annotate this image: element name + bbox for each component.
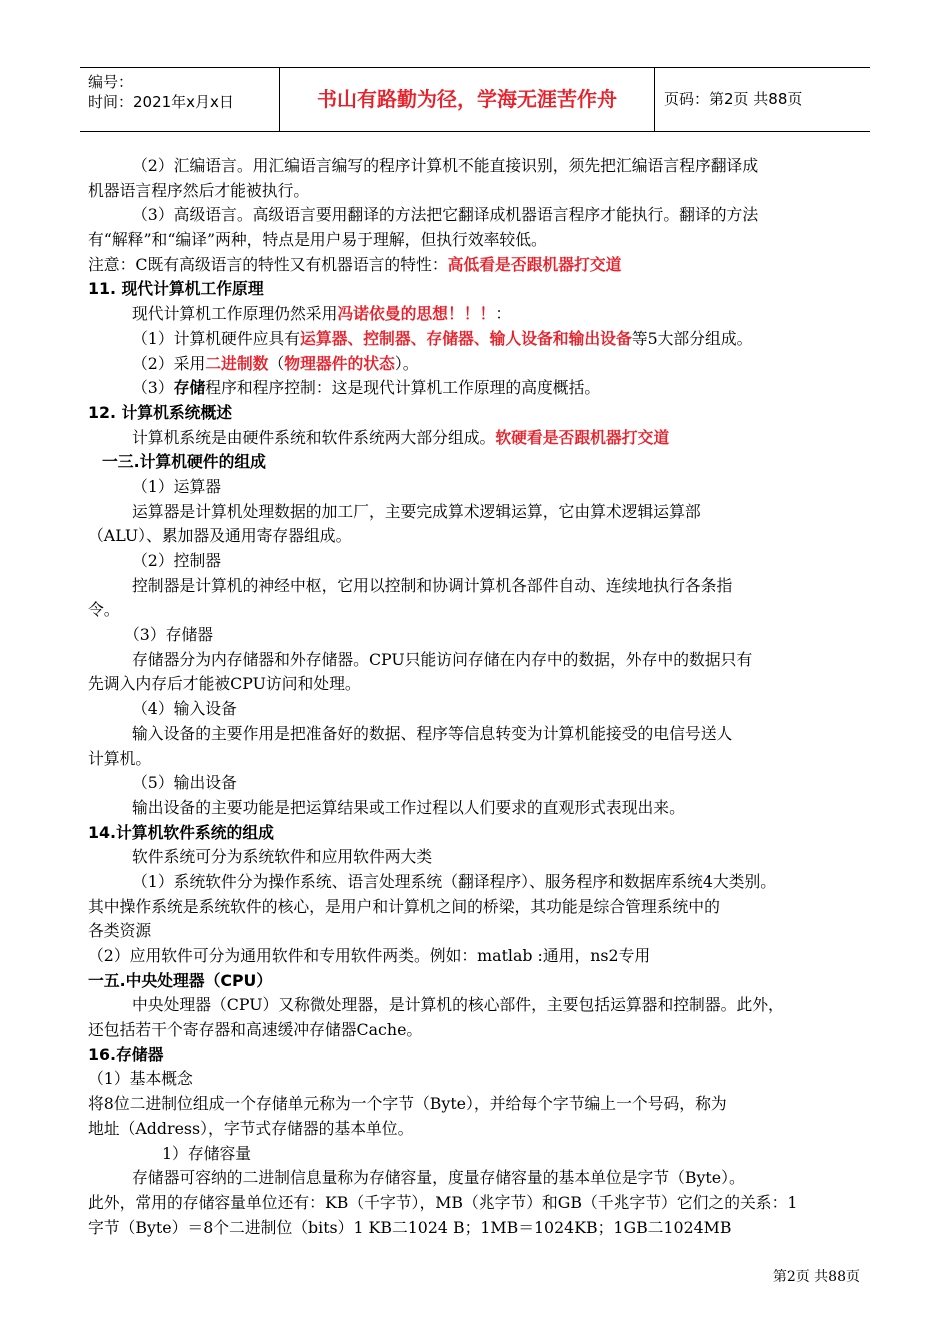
section-heading: 一五.中央处理器（CPU） (88, 970, 273, 990)
text-run: 输入设备的主要作用是把准备好的数据、程序等信息转变为计算机能接受的电信号送人 (132, 723, 733, 743)
text-line (88, 549, 878, 574)
text-run: 程序和程序控制：这是现代计算机工作原理的高度概括。 (205, 378, 601, 398)
text-line (88, 845, 878, 870)
text-run: （3）存储器 (124, 625, 214, 645)
text-run: 存储器可容纳的二进制信息量称为存储容量，度量存储容量的基本单位是字节（Byte）。 (132, 1168, 745, 1188)
text-run: （4）输入设备 (132, 699, 237, 719)
text-run: 计算机系统是由硬件系统和软件系统两大部分组成。 (132, 427, 496, 447)
highlighted-text: 运算器、控制器、存储器、输人设备和输出设备 (300, 328, 632, 348)
text-run: 机器语言程序然后才能被执行。 (88, 180, 310, 200)
text-line (88, 697, 878, 722)
highlighted-text: 二进制数 (205, 353, 269, 373)
text-run: （3） (132, 378, 174, 398)
text-line (88, 969, 878, 994)
text-line (88, 574, 878, 599)
text-line (88, 598, 878, 623)
header-page-number: 页码：第2页 共88页 (664, 90, 803, 108)
text-line (88, 648, 878, 673)
text-run: 存储 (173, 378, 206, 398)
text-line (88, 475, 878, 500)
document-body (88, 154, 878, 1240)
text-line (88, 821, 878, 846)
text-run: 各类资源 (88, 921, 152, 941)
text-line (88, 500, 878, 525)
text-line (88, 203, 878, 228)
text-run: （3）高级语言。高级语言要用翻译的方法把它翻译成机器语言程序才能执行。翻译的方法 (132, 205, 759, 225)
text-line (88, 796, 878, 821)
text-run: 控制器是计算机的神经中枢，它用以控制和协调计算机各部件自动、连续地执行各条指 (132, 575, 733, 595)
text-run: 存储器分为内存储器和外存储器。CPU只能访问存储在内存中的数据，外存中的数据只有 (132, 649, 753, 669)
page-header (80, 67, 870, 132)
text-run: （2）汇编语言。用汇编语言编写的程序计算机不能直接识别，须先把汇编语言程序翻译成 (132, 156, 759, 175)
section-heading: 11. 现代计算机工作原理 (88, 279, 264, 299)
text-run: （ (268, 353, 285, 373)
page-footer: 第2页 共88页 (772, 1269, 860, 1285)
section-heading: 一三.计算机硬件的组成 (102, 452, 266, 472)
text-run: 1）存储容量 (162, 1143, 252, 1163)
text-run: 等5大部分组成。 (631, 328, 753, 348)
text-run: ： (495, 304, 512, 324)
text-run: 中央处理器（CPU）又称微处理器，是计算机的核心部件，主要包括运算器和控制器。此外， (132, 995, 784, 1015)
text-run: （2）应用软件可分为通用软件和专用软件两类。例如：matlab :通用，ns2专用 (88, 946, 651, 965)
text-run: 其中操作系统是系统软件的核心，是用户和计算机之间的桥梁，其功能是综合管理系统中的 (88, 896, 720, 916)
header-motto: 书山有路勤为径，学海无涯苦作舟 (280, 68, 655, 131)
text-run: 有“解释”和“编译”两种，特点是用户易于理解，但执行效率较低。 (88, 230, 547, 250)
text-run: 字节（Byte）＝8个二进制位（bits）1 KB二1024 B；1MB＝1024KB；1GB二1024MB (88, 1217, 732, 1237)
text-line (88, 1067, 878, 1092)
text-run: 运算器是计算机处理数据的加工厂，主要完成算术逻辑运算，它由算术逻辑运算部 (132, 501, 701, 521)
text-line (88, 228, 878, 253)
text-line (88, 672, 878, 697)
text-line (88, 623, 878, 648)
text-line (88, 426, 878, 451)
header-meta (80, 68, 280, 131)
text-line (88, 1092, 878, 1117)
text-run: （ALU）、累加器及通用寄存器组成。 (88, 526, 352, 546)
text-line (88, 1166, 878, 1191)
text-line (88, 919, 878, 944)
highlighted-text: 物理器件的状态 (284, 353, 395, 373)
text-line (88, 376, 878, 401)
text-run: 输出设备的主要功能是把运算结果或工作过程以人们要求的直观形式表现出来。 (132, 797, 685, 817)
highlighted-text: 软硬看是否跟机器打交道 (495, 427, 670, 447)
text-run: （2）采用 (132, 353, 206, 373)
section-heading: 14.计算机软件系统的组成 (88, 822, 274, 842)
text-line (88, 1043, 878, 1068)
text-run: 计算机。 (88, 748, 152, 768)
text-line (88, 1142, 878, 1167)
text-line (88, 253, 878, 278)
text-run: 现代计算机工作原理仍然采用 (132, 304, 338, 324)
text-line (88, 944, 878, 969)
text-line (88, 722, 878, 747)
document-date-label: 时间：2021年x月x日 (88, 93, 234, 111)
text-run: （5）输出设备 (132, 773, 237, 793)
text-run: 将8位二进制位组成一个存储单元称为一个字节（Byte），并给每个字节编上一个号码，称为 (88, 1094, 727, 1114)
highlighted-text: 冯诺依曼的思想！！！ (337, 304, 496, 324)
text-line (88, 771, 878, 796)
text-line (88, 1216, 878, 1241)
text-run: （1）运算器 (132, 476, 222, 496)
text-run: 地址（Address），字节式存储器的基本单位。 (88, 1118, 414, 1138)
text-line (88, 895, 878, 920)
text-run: ）。 (394, 353, 419, 373)
highlighted-text: 高低看是否跟机器打交道 (447, 254, 622, 274)
text-line (88, 327, 878, 352)
text-run: （1）基本概念 (88, 1069, 193, 1089)
text-line (88, 1018, 878, 1043)
text-line (88, 1117, 878, 1142)
text-run: 此外，常用的存储容量单位还有：KB（千字节），MB（兆字节）和GB（千兆字节）它们之的关系：1 (88, 1192, 798, 1212)
text-line (88, 179, 878, 204)
text-line (88, 277, 878, 302)
text-line (88, 870, 878, 895)
section-heading: 12. 计算机系统概述 (88, 402, 233, 422)
section-heading: 16.存储器 (88, 1044, 164, 1064)
text-line (88, 993, 878, 1018)
text-line (88, 524, 878, 549)
text-run: （2）控制器 (132, 551, 222, 570)
text-run: （1）计算机硬件应具有 (132, 328, 301, 348)
text-run: 软件系统可分为系统软件和应用软件两大类 (132, 847, 433, 867)
text-run: 注意：C既有高级语言的特性又有机器语言的特性： (88, 254, 448, 274)
document-number-label: 编号： (88, 73, 134, 91)
text-line (88, 747, 878, 772)
text-line (88, 401, 878, 426)
text-run: 令。 (88, 600, 120, 620)
text-line (88, 154, 878, 179)
text-line (88, 352, 878, 377)
text-line (88, 450, 878, 475)
text-line (88, 302, 878, 327)
text-line (88, 1191, 878, 1216)
text-run: 先调入内存后才能被CPU访问和处理。 (88, 674, 361, 694)
text-run: （1）系统软件分为操作系统、语言处理系统（翻译程序）、服务程序和数据库系统4大类别。 (132, 871, 777, 891)
text-run: 还包括若干个寄存器和高速缓冲存储器Cache。 (88, 1020, 423, 1040)
